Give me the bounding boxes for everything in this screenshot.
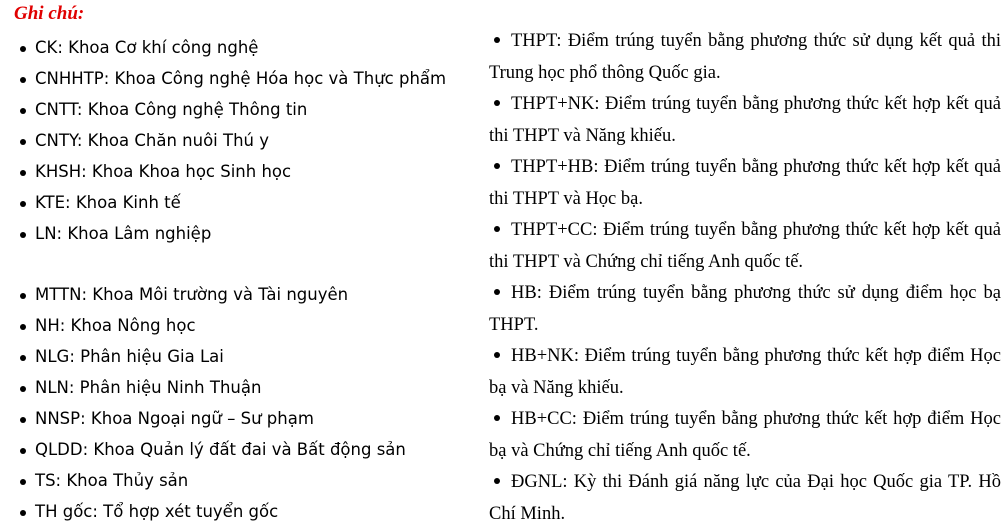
- bullet-icon: [494, 352, 500, 358]
- method-text: THPT+NK: Điểm trúng tuyển bằng phương thức kết hợp kết quả thi THPT và Năng khiếu.: [489, 94, 1001, 146]
- method-item-dgnl: [489, 467, 1001, 530]
- faculty-item-khsh: KHSH: Khoa Khoa học Sinh học: [0, 156, 446, 187]
- bullet-icon: [494, 478, 500, 484]
- admission-method-list: [489, 26, 1001, 530]
- faculty-abbreviation-list: [0, 32, 446, 527]
- faculty-item-nnsp: NNSP: Khoa Ngoại ngữ – Sư phạm: [0, 403, 446, 434]
- bullet-icon: [494, 226, 500, 232]
- method-item-hb-cc: [489, 404, 1001, 467]
- notes-title: Ghi chú:: [14, 3, 85, 24]
- faculty-item-qldd: QLDD: Khoa Quản lý đất đai và Bất động sản: [0, 434, 446, 465]
- method-text: HB+CC: Điểm trúng tuyển bằng phương thức kết hợp điểm Học bạ và Chứng chỉ tiếng Anh quốc tế.: [489, 409, 1001, 461]
- method-item-hb-nk: [489, 341, 1001, 404]
- method-item-thpt-nk: [489, 89, 1001, 152]
- method-text: THPT+HB: Điểm trúng tuyển bằng phương thức kết hợp kết quả thi THPT và Học bạ.: [489, 157, 1001, 209]
- method-text: HB+NK: Điểm trúng tuyển bằng phương thức kết hợp điểm Học bạ và Năng khiếu.: [489, 346, 1001, 398]
- bullet-icon: [494, 37, 500, 43]
- faculty-item-ck: CK: Khoa Cơ khí công nghệ: [0, 32, 446, 63]
- method-item-thpt-cc: [489, 215, 1001, 278]
- faculty-item-kte: KTE: Khoa Kinh tế: [0, 187, 446, 218]
- faculty-item-nh: NH: Khoa Nông học: [0, 310, 446, 341]
- bullet-icon: [494, 415, 500, 421]
- faculty-item-mttn: MTTN: Khoa Môi trường và Tài nguyên: [0, 279, 446, 310]
- faculty-item-th-goc: TH gốc: Tổ hợp xét tuyển gốc: [0, 496, 446, 527]
- method-item-thpt: [489, 26, 1001, 89]
- faculty-item-cntt: CNTT: Khoa Công nghệ Thông tin: [0, 94, 446, 125]
- method-text: THPT: Điểm trúng tuyển bằng phương thức sử dụng kết quả thi Trung học phổ thông Quốc gia.: [489, 31, 1001, 83]
- method-item-thpt-hb: [489, 152, 1001, 215]
- faculty-item-cnhhtp: CNHHTP: Khoa Công nghệ Hóa học và Thực phẩm: [0, 63, 446, 94]
- method-text: THPT+CC: Điểm trúng tuyển bằng phương thức kết hợp kết quả thi THPT và Chứng chỉ tiếng Anh quốc tế.: [489, 220, 1001, 272]
- faculty-item-ts: TS: Khoa Thủy sản: [0, 465, 446, 496]
- bullet-icon: [494, 100, 500, 106]
- method-text: HB: Điểm trúng tuyển bằng phương thức sử dụng điểm học bạ THPT.: [489, 283, 1001, 335]
- bullet-icon: [494, 289, 500, 295]
- faculty-item-nlg: NLG: Phân hiệu Gia Lai: [0, 341, 446, 372]
- faculty-item-cnty: CNTY: Khoa Chăn nuôi Thú y: [0, 125, 446, 156]
- bullet-icon: [494, 163, 500, 169]
- method-item-hb: [489, 278, 1001, 341]
- method-text: ĐGNL: Kỳ thi Đánh giá năng lực của Đại học Quốc gia TP. Hồ Chí Minh.: [489, 472, 1001, 524]
- faculty-item-ln: LN: Khoa Lâm nghiệp: [0, 218, 446, 249]
- faculty-item-nln: NLN: Phân hiệu Ninh Thuận: [0, 372, 446, 403]
